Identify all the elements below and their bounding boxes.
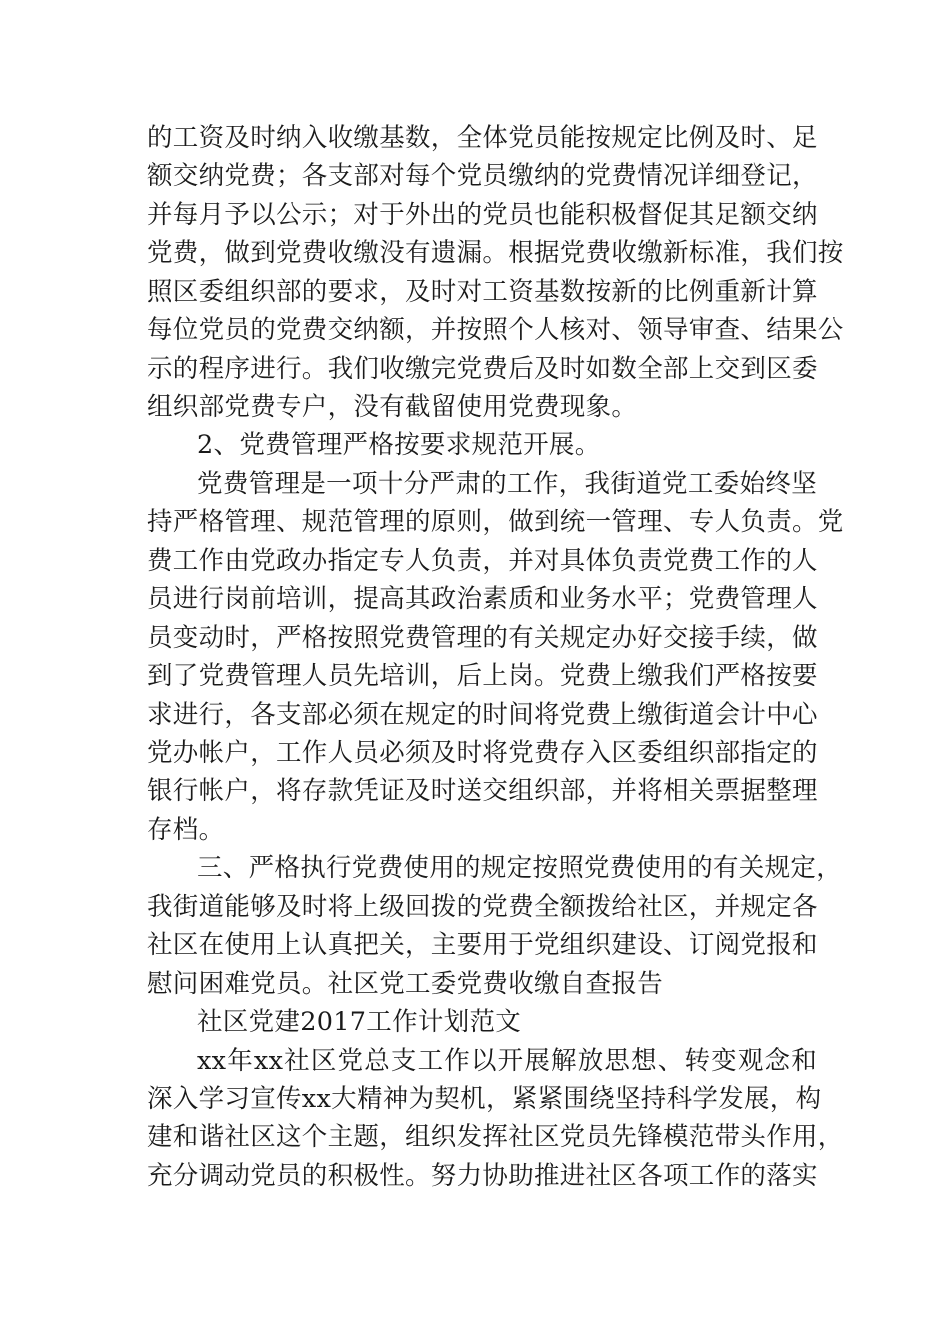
document-title: 社区党建2017工作计划范文: [197, 1007, 522, 1037]
text-line: 党费，做到党费收缴没有遗漏。根据党费收缴新标准，我们按: [147, 238, 844, 268]
text-line: 到了党费管理人员先培训，后上岗。党费上缴我们严格按要: [147, 661, 818, 691]
text-line: xx年xx社区党总支工作以开展解放思想、转变观念和: [197, 1046, 817, 1076]
section-heading: 三、严格执行党费使用的规定按照党费使用的有关规定，: [197, 853, 843, 883]
text-line: 每位党员的党费交纳额，并按照个人核对、领导审查、结果公: [147, 315, 844, 345]
text-line: 组织部党费专户，没有截留使用党费现象。: [147, 392, 638, 422]
text-line: 示的程序进行。我们收缴完党费后及时如数全部上交到区委: [147, 354, 818, 384]
section-heading: 2、党费管理严格按要求规范开展。: [197, 430, 601, 460]
text-line: 员进行岗前培训，提高其政治素质和业务水平；党费管理人: [147, 584, 818, 614]
text-line: 照区委组织部的要求，及时对工资基数按新的比例重新计算: [147, 277, 818, 307]
text-line: 求进行，各支部必须在规定的时间将党费上缴街道会计中心: [147, 700, 818, 730]
text-line: 社区在使用上认真把关，主要用于党组织建设、订阅党报和: [147, 930, 818, 960]
text-line: 深入学习宣传xx大精神为契机，紧紧围绕坚持科学发展，构: [147, 1084, 822, 1114]
text-line: 额交纳党费；各支部对每个党员缴纳的党费情况详细登记，: [147, 161, 818, 191]
text-line: 持严格管理、规范管理的原则，做到统一管理、专人负责。党: [147, 507, 844, 537]
text-line: 慰问困难党员。社区党工委党费收缴自查报告: [147, 969, 664, 999]
text-line: 存档。: [147, 815, 225, 845]
text-line: 的工资及时纳入收缴基数，全体党员能按规定比例及时、足: [147, 123, 818, 153]
text-line: 并每月予以公示；对于外出的党员也能积极督促其足额交纳: [147, 200, 818, 230]
text-line: 费工作由党政办指定专人负责，并对具体负责党费工作的人: [147, 546, 818, 576]
text-line: 我街道能够及时将上级回拨的党费全额拨给社区，并规定各: [147, 892, 818, 922]
text-line: 党办帐户，工作人员必须及时将党费存入区委组织部指定的: [147, 738, 818, 768]
text-line: 党费管理是一项十分严肃的工作，我街道党工委始终坚: [197, 469, 817, 499]
text-line: 充分调动党员的积极性。努力协助推进社区各项工作的落实: [147, 1161, 818, 1191]
text-line: 员变动时，严格按照党费管理的有关规定办好交接手续，做: [147, 623, 818, 653]
text-line: 建和谐社区这个主题，组织发挥社区党员先锋模范带头作用，: [147, 1122, 844, 1152]
text-line: 银行帐户，将存款凭证及时送交组织部，并将相关票据整理: [147, 776, 818, 806]
